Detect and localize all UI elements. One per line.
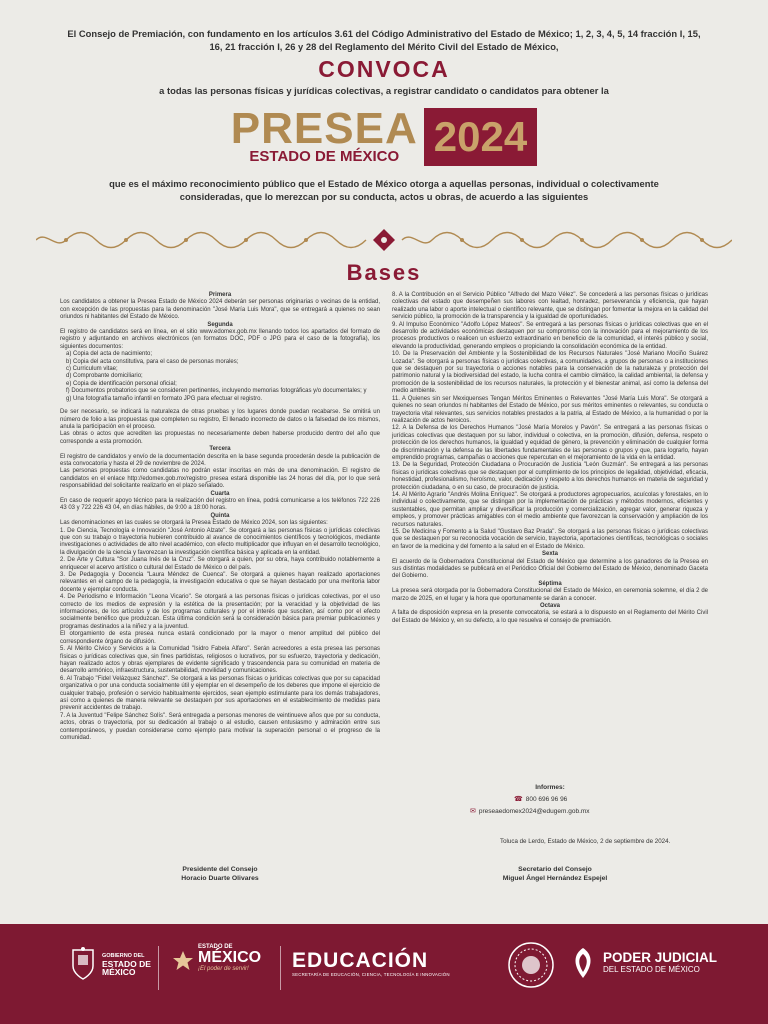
document-item: d) Comprobante domiciliario;: [66, 373, 143, 380]
seal-icon: [506, 940, 556, 990]
left-column: [60, 292, 380, 742]
base-cuarta-heading: Cuarta: [210, 490, 230, 497]
document-item: c) Curriculum vitae;: [66, 366, 118, 373]
estado-mexico-logo: [172, 944, 261, 972]
base-tercera-heading: Tercera: [209, 446, 231, 453]
poder-judicial-icon: [568, 946, 598, 980]
year-box: 2024: [424, 108, 537, 166]
base-tercera-text-2: Las personas propuestas como candidatas no podrán estar inscritas en más de una denominación. El registro de candidatos en el enlace http://edomex.gob.mx/registro_presea estará disponible las 24 horas del día, por lo que será responsabilidad del solicitante realizarlo en el plazo señalado.: [60, 468, 380, 490]
base-primera-heading: Primera: [208, 292, 232, 298]
educacion-title: EDUCACIÓN: [292, 949, 429, 972]
base-quinta-text: Las denominaciones en las cuales se otorgará la Presea Estado de México 2024, son las siguientes:: [60, 520, 328, 527]
document-item: e) Copia de identificación personal oficial;: [66, 380, 177, 387]
denominacion-9: 9. Al Impulso Económico "Adolfo López Mateos". Se entregará a las personas físicas o jurídicas colectivas que en el desarrollo de actividades económicas destaquen por su compromiso con la innovación para el mejoramiento de los procesos productivos o realicen un esfuerzo extraordinario en beneficio de la comunidad, el interés público y social, elevando la productividad, generando empleos o propiciando la consolidación económica de la entidad.: [392, 321, 708, 350]
base-septima-heading: Séptima: [538, 580, 562, 587]
phone-number[interactable]: 800 696 96 96: [525, 796, 568, 803]
base-segunda-note: De ser necesario, se indicará la naturaleza de otras pruebas y los lugares donde puedan recabarse. Se omitirá un número de folio a las propuestas que completen su registro, El llenado incorrecto de datos o la falsedad de los mismos, anula la participación en el proceso.: [60, 409, 380, 430]
document-item: a) Copia del acta de nacimiento;: [66, 351, 153, 358]
phone-icon: ☎: [514, 796, 523, 803]
signature-left-name: Horacio Duarte Olivares: [181, 875, 259, 882]
header: [0, 28, 768, 203]
gobierno-line-1: GOBIERNO DEL: [102, 953, 145, 959]
bases-title: Bases: [346, 260, 422, 285]
intro-text: El Consejo de Premiación, con fundamento en los artículos 3.61 del Código Administrativo del Estado de México; 1, 2, 3, 4, 5, 14 fracción I, 15, 16, 21 fracción I, 26 y 28 del Reglamento del Mérito Civil del Estado de México,: [67, 28, 701, 52]
place-date: Toluca de Lerdo, Estado de México, 2 de septiembre de 2024.: [500, 838, 671, 845]
denominacion-10: 10. De la Preservación del Ambiente y la Sostenibilidad de los Recursos Naturales "José Mariano Mociño Suárez Lozada". Se otorgará a personas físicas o jurídicas colectivas, a comunidades, a grupos de personas o a instituciones que se destaquen por su trayectoria o acciones notables para la conservación de la naturaleza y protección del patrimonio natural y la biodiversidad del estado, la lucha contra el cambio climático, la calidad ambiental, la defensa y promoción de la sostenibilidad de los recursos naturales, la protección y el bienestar animal, así como la defensa del medio ambiente.: [392, 351, 708, 395]
right-column: [392, 292, 708, 625]
ornament-border: [36, 228, 732, 252]
base-segunda-note-2: Las obras o actos que acrediten las propuestas no necesariamente deben haberse producido dentro del año que corresponde a esta promoción.: [60, 431, 380, 445]
base-cuarta-text: En caso de requerir apoyo técnico para la realización del registro en línea, podrá comunicarse a los teléfonos 722 226 43 03 y 722 226 43 04, en días hábiles, de 9:00 a 18:00 horas.: [60, 497, 380, 512]
denominacion-15: 15. De Medicina y Fomento a la Salud "Gustavo Baz Prada". Se otorgará a las personas físicas o jurídicas colectivas que se destaquen por su reconocida vocación de servicio, trayectoria, aportaciones científicas, tecnológicas o sociales en favor de la medicina y del fomento a la salud en el Estado de México.: [392, 529, 708, 550]
denominacion-5: 5. Al Mérito Cívico y Servicios a la Comunidad "Isidro Fabela Alfaro". Serán acreedores a esta presea las personas físicas o jurídicas colectivas que, sin fines partidistas, religiosos o lucrativos, por su esfuerzo, trayectoria y dedicación, hayan realizado actos y obras ejemplares de evidente significado y trascendencia para su comunidad en materia de desarrollo armónico, infraestructura, sustentabilidad, movilidad y comunicaciones.: [60, 646, 380, 675]
base-primera-text: Los candidatos a obtener la Presea Estado de México 2024 deberán ser personas originarias o vecinas de la entidad, con excepción de las propuestas para la denominación "José María Luis Mora", que se entregará a quienes no sean oriundos ni habitantes del Estado de México.: [60, 299, 380, 321]
denominacion-8: 8. A la Contribución en el Servicio Público "Alfredo del Mazo Vélez". Se concederá a las personas físicas o jurídicas colectivas del estado que desempeñen sus labores con lealtad, honradez, perseverancia y eficiencia, que hayan realizado una labor o aporte intelectual o científico relevante, que se distingan por fomentar la mejora en la calidad del servicio público, la promoción de la transparencia y la igualdad de oportunidades.: [392, 292, 708, 321]
denominacion-2: 2. De Arte y Cultura "Sor Juana Inés de la Cruz". Se otorgará a quien, por su obra, haya contribuido notablemente a enriquecer el acervo artístico o cultural del Estado de México o del país.: [60, 557, 380, 571]
tagline: que es el máximo reconocimiento público que el Estado de México otorga a aquellas personas, individual o colectivamente consideradas, que lo merezcan por su conducta, actos u obras, de acuerdo a las siguientes: [109, 178, 659, 202]
base-segunda-heading: Segunda: [207, 321, 233, 328]
presea-logo: [0, 104, 768, 170]
email-row: [470, 806, 630, 818]
footer-logos: [0, 924, 768, 1024]
mail-icon: ✉: [470, 808, 476, 815]
signature-right-name: Miguel Ángel Hernández Espejel: [502, 875, 608, 882]
convoca-title: CONVOCA: [318, 56, 450, 82]
coat-of-arms-icon: [70, 946, 96, 982]
gobierno-logo: [70, 946, 151, 982]
signature-left: [150, 865, 290, 883]
base-octava-heading: Octava: [539, 603, 560, 610]
poder-judicial-logo: [568, 946, 717, 980]
signature-right: [470, 865, 640, 883]
info-title: Informes:: [535, 784, 565, 791]
denominacion-11: 11. A Quienes sin ser Mexiquenses Tengan Méritos Eminentes o Relevantes "José María Luis Mora". Se otorgará a quienes no sean oriundos ni habitantes del Estado de México, por sus méritos eminentes o relevantes, su conducta o trayectoria vital relevantes, sus servicios notables prestados a la patria, al Estado de México, a la humanidad o por la realización de actos heroicos.: [392, 395, 708, 424]
presea-subtitle: ESTADO DE MÉXICO: [249, 148, 400, 165]
base-quinta-heading: Quinta: [210, 512, 230, 519]
denominacion-1: 1. De Ciencia, Tecnología e Innovación "José Antonio Alzate". Se otorgará a las personas físicas o jurídicas colectivas que con su trabajo o trayectoria hubieren contribuido al avance de conocimientos científicos y tecnológicos, mediante investigaciones o actividades de alto nivel académico, con efecto multiplicador que influyan en el desarrollo tecnológico, la divulgación de la ciencia y favorezcan la investigación científica básica y aplicada en la entidad.: [60, 527, 380, 556]
subtitle: a todas las personas físicas y jurídicas colectivas, a registrar candidato o candidatos para obtener la: [159, 85, 609, 96]
base-septima-text: La presea será otorgada por la Gobernadora Constitucional del Estado de México, en ceremonia solemne, el día 2 de marzo de 2025, en el lugar y la hora que oportunamente se darán a conocer.: [392, 588, 708, 602]
denominacion-4: 4. De Periodismo e Información "Leona Vicario". Se otorgará a las personas físicas o jurídicas colectivas, por el uso correcto de los medios de expresión y la estética de la presentación; por la veracidad y la objetividad de las informaciones, de los artículos y de los programas culturales y por el interés que susciten, así como por el efecto socialmente benéfico que produzcan. Esta última condición será la consideración básica para premiar publicaciones y programas destinados a la niñez y a la juventud.: [60, 594, 380, 630]
estado-slogan: ¡El poder de servir!: [198, 966, 249, 972]
base-tercera-text: El registro de candidatos y envío de la documentación descrita en la base segunda procederán desde la publicación de esta convocatoria y hasta el 29 de noviembre de 2024.: [60, 453, 380, 467]
base-sexta-heading: Sexta: [541, 551, 558, 558]
signature-left-role: Presidente del Consejo: [182, 866, 258, 873]
gobierno-line-2: ESTADO DE: [102, 959, 151, 969]
contact-info: [470, 782, 630, 818]
document-item: b) Copia del acta constitutiva, para el caso de personas morales;: [66, 358, 239, 365]
educacion-subtitle: SECRETARÍA DE EDUCACIÓN, CIENCIA, TECNOLOGÍA E INNOVACIÓN: [292, 972, 450, 977]
phone-row: [470, 794, 630, 806]
base-segunda-text: El registro de candidatos será en línea, en el sitio www.edomex.gob.mx llenando todos los apartados del formato de registro y adjuntando en archivos electrónicos (en formatos DOC, PDF o JPG para el caso de la fotografía), los siguientes documentos:: [60, 329, 380, 350]
base-octava-text: A falta de disposición expresa en la presente convocatoria, se estará a lo dispuesto en el Reglamento del Mérito Civil del Estado de México y, en su defecto, a lo que resuelva el consejo de premiación.: [392, 610, 708, 624]
estado-line-1: ESTADO DE: [198, 944, 233, 950]
document-list: [60, 351, 380, 403]
educacion-logo: [292, 950, 450, 977]
presea-word: PRESEA: [230, 104, 418, 153]
document-item: g) Una fotografía tamaño infantil en formato JPG para efectuar el registro.: [66, 395, 263, 402]
email-address[interactable]: preseaedomex2024@edugem.gob.mx: [478, 808, 590, 815]
denominacion-12: 12. A la Defensa de los Derechos Humanos "José María Morelos y Pavón". Se entregará a las personas físicas o jurídicas colectivas que destaquen por su labor, individual o colectiva, en la promoción, difusión, defensa, respeto o protección de los derechos humanos, la igualdad y equidad de género, la prevención y eliminación de cualquier forma de discriminación y la defensa de las libertades fundamentales de las personas o grupos y que, para lograrlo, hayan emprendido programas, campañas o acciones que repercutan en el mejoramiento de la vida en la entidad.: [392, 425, 708, 461]
denominacion-3: 3. De Pedagogía y Docencia "Laura Méndez de Cuenca". Se otorgará a quienes hayan realizado aportaciones relevantes en el campo de la pedagogía, la investigación educativa o que se hayan destacado por una meritoria labor docente y ejemplar conducta.: [60, 572, 380, 593]
base-sexta-text: El acuerdo de la Gobernadora Constitucional del Estado de México que determine a los ganadores de la Presea en sus distintas modalidades se publicará en el Periódico Oficial del Gobierno del Estado de México, denominado Gaceta del Gobierno.: [392, 558, 708, 580]
poder-judicial-title: PODER JUDICIAL: [603, 950, 718, 965]
denominacion-7: 7. A la Juventud "Felipe Sánchez Solís". Será entregada a personas menores de veintinueve años que por su conducta, actos, obras o trayectoria, por su dedicación al trabajo o al estudio, causen entusiasmo y admiración entre sus contemporáneos, y puedan considerarse como ejemplo para motivar la superación personal o el progreso de la comunidad.: [60, 712, 380, 741]
denominacion-4-note: El otorgamiento de esta presea nunca estará condicionado por la mayor o menor amplitud del público del correspondiente órgano de difusión.: [60, 631, 380, 645]
denominacion-14: 14. Al Mérito Agrario "Andrés Molina Enríquez". Se otorgará a productores agropecuarios, acuícolas y forestales, en lo individual o colectivamente, que se distingan por la implementación de prácticas y métodos modernos, eficientes y sustentables, que permitan ampliar y diversificar la producción y comercialización, agregar valor, generar riqueza y empleos, y promover prácticas amigables con el medio ambiente que favorezcan la conservación y ampliación de los recursos naturales.: [392, 491, 708, 528]
denominacion-6: 6. Al Trabajo "Fidel Velázquez Sánchez". Se otorgará a las personas físicas o jurídicas colectivas que por su capacidad organizativa o por una conducta socialmente útil y ejemplar en el desempeño de los deberes que impone el ejercicio de cualquier trabajo, profesión o servicio habitualmente ejercidos, sean ejemplo estimulante para los demás trabajadores, así como a quienes de manera relevante se destaquen por sus aportaciones en el establecimiento de medidas para prevenir accidentes de trabajo.: [60, 675, 380, 712]
divider: [158, 946, 159, 990]
estado-line-2: MÉXICO: [198, 949, 262, 966]
denominacion-13: 13. De la Seguridad, Protección Ciudadana o Procuración de Justicia "León Guzmán". Se entregará a las personas físicas o jurídicas colectivas que se destaquen por el cumplimiento de los principios de legalidad, objetividad, eficacia, honestidad, profesionalismo, heroísmo, valor, dedicación y respeto a los derechos humanos en materia de seguridad y protección ciudadana, o en su caso, de procuración de justicia.: [392, 462, 708, 491]
signature-right-role: Secretario del Consejo: [518, 866, 592, 873]
divider: [280, 946, 281, 990]
poder-judicial-subtitle: DEL ESTADO DE MÉXICO: [603, 965, 700, 974]
state-emblem-icon: [172, 950, 194, 972]
document-item: f) Documentos probatorios que se consideren pertinentes, incluyendo memorias fotográficas y/o documentales; y: [66, 388, 367, 395]
gobierno-line-3: MÉXICO: [102, 967, 136, 977]
